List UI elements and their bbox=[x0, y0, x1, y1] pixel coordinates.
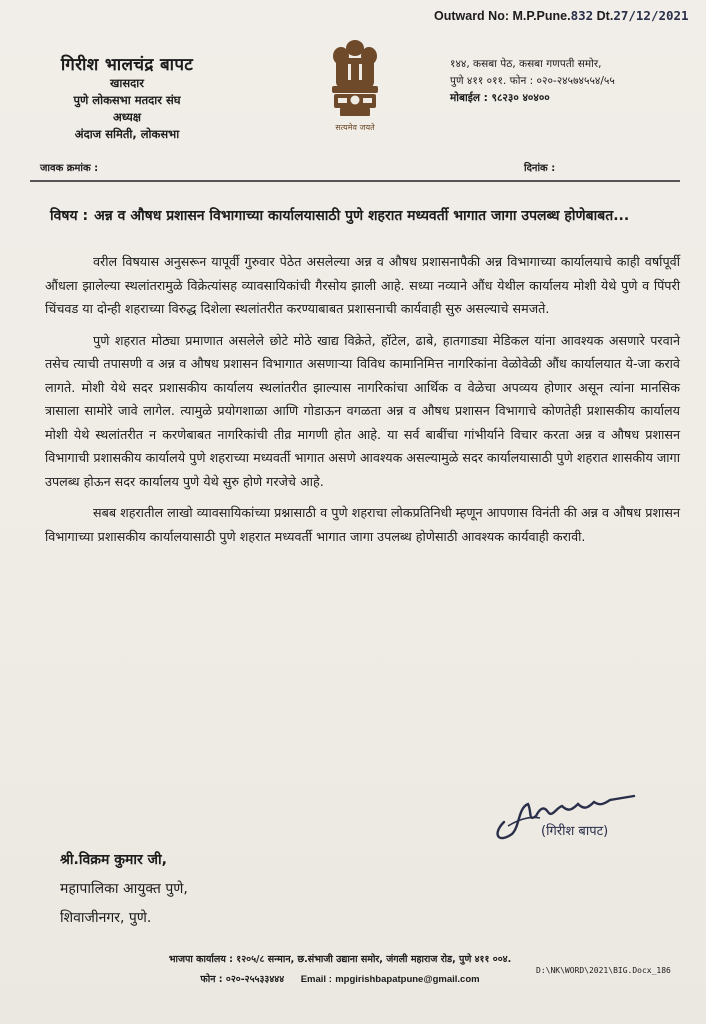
sender-constituency: पुणे लोकसभा मतदार संघ bbox=[73, 93, 181, 107]
outward-date-label: Dt. bbox=[596, 9, 614, 23]
emblem-motto: सत्यमेव जयते bbox=[335, 123, 375, 132]
recipient-location: शिवाजीनगर, पुणे. bbox=[60, 910, 152, 926]
signature bbox=[488, 782, 678, 852]
address-line-1: १४४, कसबा पेठ, कसबा गणपती समोर, bbox=[450, 58, 602, 70]
outward-number bbox=[434, 8, 689, 23]
outward-handwritten-date: 27/12/2021 bbox=[613, 8, 689, 23]
paragraph-2: पुणे शहरात मोठ्या प्रमाणात असलेले छोटे मोठे खाद्य विक्रेते, हॉटेल, ढाबे, हातगाड्या मेडिकल यांना आवश्यक असणारे परवाने तसेच त्याची तपासणी व अन्न व औषध प्रशासन विभागात असणाऱ्या विविध कामानिमित्त नागरिकांना वेळोवेळी औंध कार्यालयात ये-जा करावे लागते. मोशी येथे सदर प्रशासकीय कार्यालय स्थलांतरीत झाल्यास नागरिकांचा आर्थिक व वेळेचा अपव्यय होणार असून त्यांना मानसिक त्रासाला सामोरे जावे लागेल. त्यामुळे प्रयोगशाळा आणि गोडाऊन वगळता अन्न व औषध प्रशासन विभागाचे कोणतेही प्रशासकीय कार्यालय मोशी येथे स्थलांतरीत न करणेबाबत नागरिकांची तीव्र मागणी होत आहे. या सर्व बाबींचा गांभीर्याने विचार करता अन्न व औषध प्रशासन विभागाची प्रशासकीय कार्यालये पुणे शहराच्या मध्यवर्ती भागात असणे आवश्यक असल्यामुळे सदर कार्यालयासाठी पुणे शहरात शासकीय जागा उपलब्ध होऊन सदर कार्यालय पुणे येथे सुरु होणे गरजेचे आहे. bbox=[45, 332, 680, 489]
paragraph-1: वरील विषयास अनुसरून यापूर्वी गुरुवार पेठेत असलेल्या अन्न व औषध प्रशासनापैकी अन्न विभागाच्या कार्यालयाचे काही वर्षापूर्वी औंधला झालेल्या स्थलांतरामुळे विक्रेत्यांसह व्यावसायिकांची गैरसोय झाली आहे. सध्या नव्याने औंध येथील कार्यालय मोशी येथे पुणे व पिंपरी चिंचवड या दोन्ही शहराच्या विरुद्ध दिशेला स्थलांतरीत करण्याबाबत प्रशासनाची कार्यवाही सुरु असल्याचे समजते. bbox=[45, 254, 680, 316]
address-line-2: पुणे ४११ ०११. फोन : ०२०-२४५७४५५४/५५ bbox=[450, 75, 615, 87]
recipient-address bbox=[60, 846, 188, 933]
subject-text: अन्न व औषध प्रशासन विभागाच्या कार्यालयासाठी पुणे शहरात मध्यवर्ती भागात जागा उपलब्ध होणेबाबत... bbox=[94, 208, 630, 224]
subject bbox=[50, 205, 680, 228]
footer-email-label: Email : bbox=[300, 974, 332, 985]
lion-capital-icon bbox=[322, 36, 388, 134]
outward-handwritten-number: 832 bbox=[570, 8, 594, 23]
sender-role: अध्यक्ष bbox=[112, 110, 142, 124]
letter-body bbox=[30, 205, 680, 548]
footer-office-address: भाजपा कार्यालय : १२०५/८ सन्मान, छ.संभाजी उद्याना समोर, जंगली महाराज रोड, पुणे ४११ ००४. bbox=[168, 954, 512, 965]
subject-label: विषय : bbox=[50, 208, 89, 224]
recipient-designation: महापालिका आयुक्त पुणे, bbox=[60, 881, 188, 897]
outward-number-label: जावक क्रमांक : bbox=[40, 163, 99, 174]
date-label: दिनांक : bbox=[524, 163, 556, 174]
mobile-number: मोबाईल : ९८२३० ४०४०० bbox=[450, 92, 550, 104]
footer-phone: फोन : ०२०-२५५३३४४४ bbox=[200, 974, 285, 985]
paragraph-3: सबब शहरातील लाखो व्यावसायिकांच्या प्रश्नासाठी व पुणे शहराचा लोकप्रतिनिधी म्हणून आपणास विनंती की अन्न व औषध प्रशासन विभागाच्या प्रशासकीय कार्यालयासाठी पुणे शहरात मध्यवर्ती भागात जागा उपलब्ध होणेसाठी आवश्यक कार्यवाही करावी. bbox=[45, 505, 680, 544]
recipient-name: श्री.विक्रम कुमार जी, bbox=[60, 852, 167, 868]
header-divider bbox=[30, 180, 680, 182]
sender-name: गिरीश भालचंद्र बापट bbox=[60, 55, 194, 75]
signatory-name: (गिरीश बापट) bbox=[541, 824, 609, 839]
letterhead-right bbox=[450, 56, 695, 107]
sender-title: खासदार bbox=[110, 76, 144, 90]
national-emblem bbox=[322, 36, 388, 134]
letterhead-left bbox=[32, 52, 222, 143]
handwritten-signature-icon bbox=[488, 782, 678, 852]
sender-committee: अंदाज समिती, लोकसभा bbox=[74, 127, 180, 141]
document-file-path: D:\NK\WORD\2021\BIG.Docx_186 bbox=[536, 966, 671, 975]
outward-prefix: Outward No: M.P.Pune. bbox=[434, 9, 571, 23]
footer-email: mpgirishbapatpune@gmail.com bbox=[335, 974, 480, 985]
